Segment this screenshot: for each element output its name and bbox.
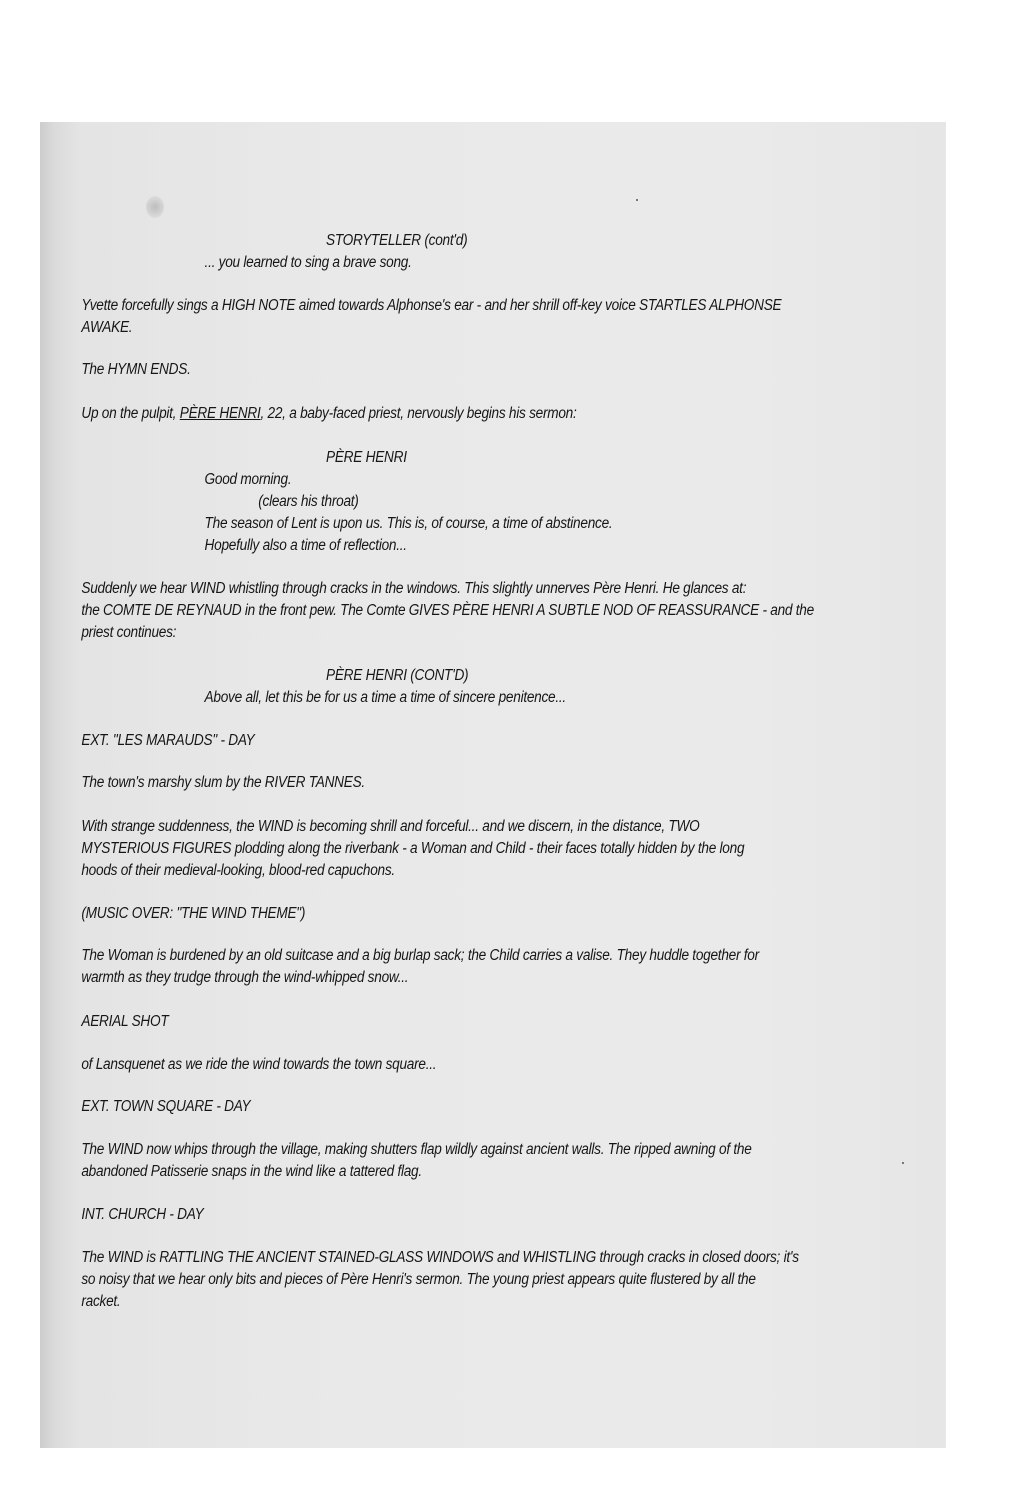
page-speck bbox=[636, 199, 638, 201]
action-line: priest continues: bbox=[81, 624, 177, 641]
character-cue: PÈRE HENRI (CONT'D) bbox=[326, 667, 469, 684]
action-text: , 22, a baby-faced priest, nervously begins his sermon: bbox=[260, 405, 577, 422]
action-line bbox=[81, 403, 576, 425]
action-line: racket. bbox=[81, 1293, 121, 1310]
action-line: Yvette forcefully sings a HIGH NOTE aimed towards Alphonse's ear - and her shrill off-key voice STARTLES ALPHONSE bbox=[81, 297, 782, 314]
action-line: With strange suddenness, the WIND is becoming shrill and forceful... and we discern, in the distance, TWO bbox=[81, 818, 700, 835]
character-cue: STORYTELLER (cont'd) bbox=[326, 232, 468, 249]
action-line: The HYMN ENDS. bbox=[81, 361, 191, 378]
action-line: Suddenly we hear WIND whistling through cracks in the windows. This slightly unnerves Père Henri. He glances at: bbox=[81, 580, 747, 597]
action-line: The WIND is RATTLING THE ANCIENT STAINED-GLASS WINDOWS and WHISTLING through cracks in closed doors; it's bbox=[81, 1249, 799, 1266]
action-line: The town's marshy slum by the RIVER TANNES. bbox=[81, 774, 365, 791]
action-text: Up on the pulpit, bbox=[81, 405, 180, 422]
dialogue-line: Hopefully also a time of reflection... bbox=[204, 537, 407, 554]
music-cue: (MUSIC OVER: "THE WIND THEME") bbox=[81, 905, 306, 922]
scene-heading: EXT. "LES MARAUDS" - DAY bbox=[81, 732, 255, 749]
dialogue-line: Above all, let this be for us a time a time of sincere penitence... bbox=[204, 689, 566, 706]
shot-heading: AERIAL SHOT bbox=[81, 1013, 169, 1030]
page-speck bbox=[902, 1162, 904, 1164]
action-line: abandoned Patisserie snaps in the wind like a tattered flag. bbox=[81, 1163, 422, 1180]
scene-heading: EXT. TOWN SQUARE - DAY bbox=[81, 1098, 251, 1115]
page-smudge bbox=[146, 196, 164, 218]
action-line: AWAKE. bbox=[81, 319, 133, 336]
character-cue: PÈRE HENRI bbox=[326, 449, 407, 466]
dialogue-line: The season of Lent is upon us. This is, of course, a time of abstinence. bbox=[204, 515, 613, 532]
dialogue-line: ... you learned to sing a brave song. bbox=[204, 254, 412, 271]
action-line: The WIND now whips through the village, making shutters flap wildly against ancient walls. The ripped awning of the bbox=[81, 1141, 752, 1158]
action-line: warmth as they trudge through the wind-whipped snow... bbox=[81, 969, 409, 986]
action-line: so noisy that we hear only bits and pieces of Père Henri's sermon. The young priest appears quite flustered by all the bbox=[81, 1271, 756, 1288]
action-line: hoods of their medieval-looking, blood-red capuchons. bbox=[81, 862, 395, 879]
script-page bbox=[40, 122, 946, 1448]
scene-heading: INT. CHURCH - DAY bbox=[81, 1206, 204, 1223]
action-line: MYSTERIOUS FIGURES plodding along the riverbank - a Woman and Child - their faces totally hidden by the long bbox=[81, 840, 745, 857]
action-line: of Lansquenet as we ride the wind towards the town square... bbox=[81, 1056, 437, 1073]
character-introduction: PÈRE HENRI bbox=[179, 405, 261, 422]
parenthetical: (clears his throat) bbox=[258, 493, 359, 510]
action-line: The Woman is burdened by an old suitcase and a big burlap sack; the Child carries a valise. They huddle together for bbox=[81, 947, 759, 964]
dialogue-line: Good morning. bbox=[204, 471, 292, 488]
action-line: the COMTE DE REYNAUD in the front pew. The Comte GIVES PÈRE HENRI A SUBTLE NOD OF REASSURANCE - and the bbox=[81, 602, 814, 619]
